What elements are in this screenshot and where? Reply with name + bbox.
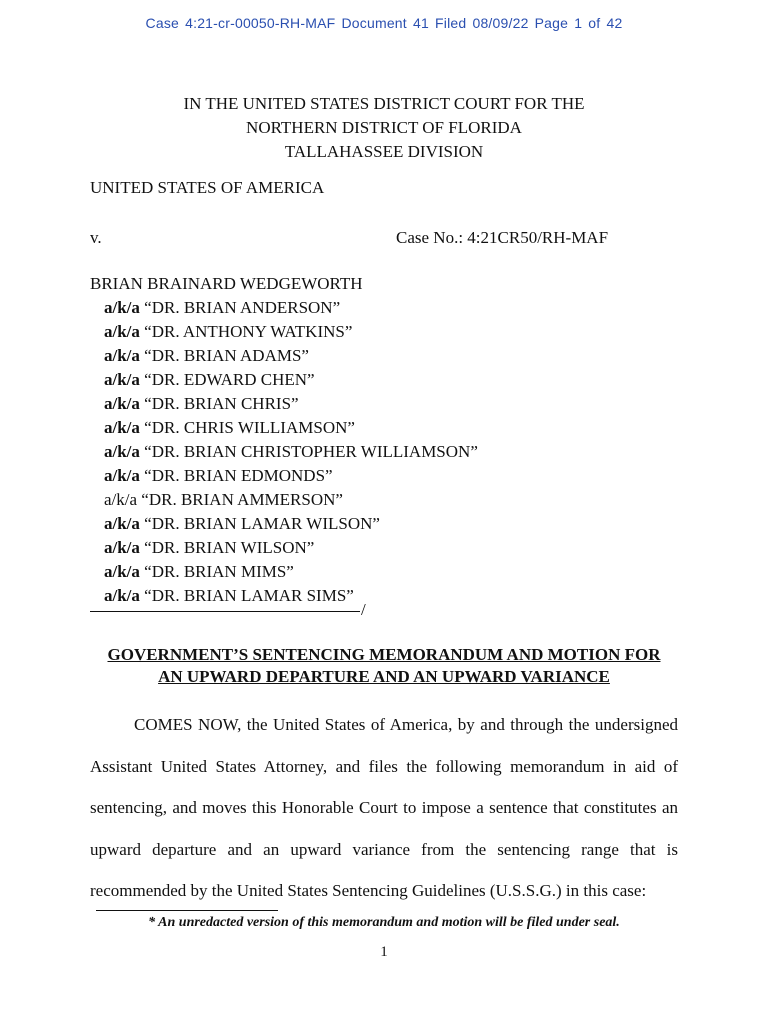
- aka-label: a/k/a: [104, 466, 140, 485]
- court-heading: [0, 92, 768, 164]
- aka-label: a/k/a: [104, 394, 140, 413]
- alias-name: “DR. EDWARD CHEN”: [144, 370, 315, 389]
- alias-item: [104, 464, 478, 488]
- aka-label: a/k/a: [104, 418, 140, 437]
- aka-label: a/k/a: [104, 514, 140, 533]
- aka-label: a/k/a: [104, 586, 140, 605]
- alias-name: “DR. BRIAN WILSON”: [144, 538, 315, 557]
- alias-item: [104, 488, 478, 512]
- ecf-filing-header: Case 4:21-cr-00050-RH-MAF Document 41 Filed 08/09/22 Page 1 of 42: [145, 15, 623, 31]
- aka-label: a/k/a: [104, 490, 138, 509]
- aka-label: a/k/a: [104, 538, 140, 557]
- alias-name: “DR. BRIAN CHRIS”: [144, 394, 299, 413]
- aka-label: a/k/a: [104, 322, 140, 341]
- case-number: Case No.: 4:21CR50/RH-MAF: [396, 228, 609, 247]
- court-heading-line-1: IN THE UNITED STATES DISTRICT COURT FOR THE: [183, 94, 585, 113]
- versus-label: v.: [90, 228, 102, 247]
- alias-item: [104, 344, 478, 368]
- document-title-line-2: AN UPWARD DEPARTURE AND AN UPWARD VARIANCE: [158, 667, 610, 686]
- footnote: * An unredacted version of this memorandum and motion will be filed under seal.: [148, 915, 620, 930]
- aka-label: a/k/a: [104, 298, 140, 317]
- alias-name: “DR. BRIAN MIMS”: [144, 562, 294, 581]
- plaintiff-name: UNITED STATES OF AMERICA: [90, 178, 325, 197]
- body-paragraph: COMES NOW, the United States of America, by and through the undersigned Assistant United States Attorney, and files the following memorandum in aid of sentencing, and moves this Honorable Court to impose a sentence that constitutes an upward departure and an upward variance from the sentencing range that is recommended by the United States Sentencing Guidelines (U.S.S.G.) in this case:: [90, 715, 678, 900]
- caption-closing-mark: /: [361, 600, 366, 619]
- alias-list: [104, 296, 478, 608]
- aka-label: a/k/a: [104, 346, 140, 365]
- alias-name: “DR. BRIAN EDMONDS”: [144, 466, 333, 485]
- aka-label: a/k/a: [104, 562, 140, 581]
- alias-item: [104, 440, 478, 464]
- caption-closing-line: [90, 600, 366, 620]
- alias-name: “DR. BRIAN ANDERSON”: [144, 298, 341, 317]
- alias-item: [104, 368, 478, 392]
- court-heading-line-3: TALLAHASSEE DIVISION: [284, 142, 484, 161]
- alias-name: “DR. ANTHONY WATKINS”: [144, 322, 353, 341]
- document-title-line-1: GOVERNMENT’S SENTENCING MEMORANDUM AND MOTION FOR: [107, 645, 661, 664]
- alias-item: [104, 512, 478, 536]
- alias-name: “DR. BRIAN AMMERSON”: [141, 490, 343, 509]
- alias-item: [104, 560, 478, 584]
- alias-item: [104, 416, 478, 440]
- alias-name: “DR. BRIAN LAMAR SIMS”: [144, 586, 354, 605]
- alias-name: “DR. BRIAN CHRISTOPHER WILLIAMSON”: [144, 442, 478, 461]
- alias-name: “DR. CHRIS WILLIAMSON”: [144, 418, 355, 437]
- page-number: 1: [380, 944, 388, 960]
- aka-label: a/k/a: [104, 370, 140, 389]
- alias-item: [104, 320, 478, 344]
- alias-item: [104, 392, 478, 416]
- defendant-name: BRIAN BRAINARD WEDGEWORTH: [90, 274, 363, 293]
- alias-name: “DR. BRIAN LAMAR WILSON”: [144, 514, 380, 533]
- alias-item: [104, 536, 478, 560]
- document-title: [90, 644, 678, 688]
- aka-label: a/k/a: [104, 442, 140, 461]
- alias-item: [104, 296, 478, 320]
- footnote-rule: [96, 910, 278, 911]
- court-heading-line-2: NORTHERN DISTRICT OF FLORIDA: [246, 118, 522, 137]
- alias-name: “DR. BRIAN ADAMS”: [144, 346, 309, 365]
- caption-rule: [90, 611, 360, 612]
